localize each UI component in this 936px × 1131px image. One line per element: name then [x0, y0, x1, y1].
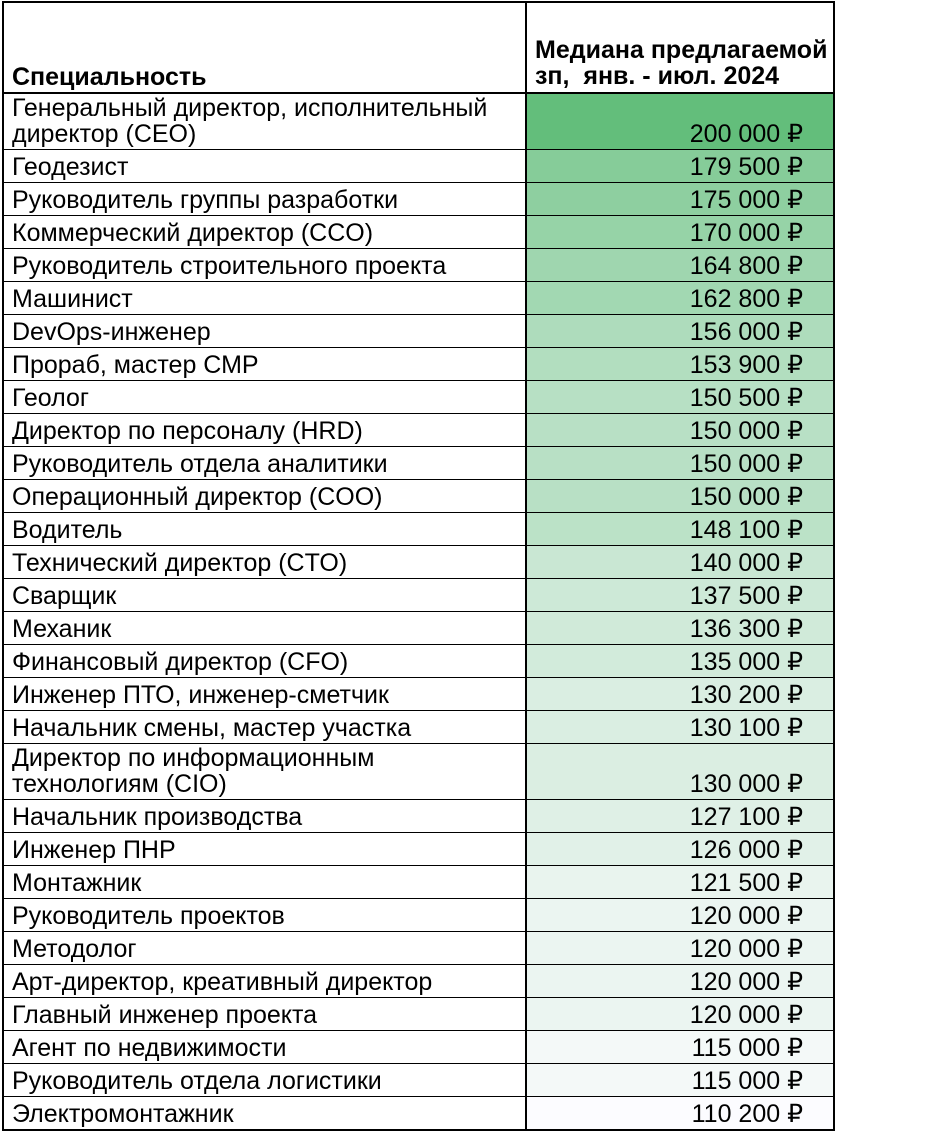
median-salary-cell: 179 500 ₽	[526, 150, 834, 183]
table-row	[3, 447, 834, 480]
median-salary-cell: 170 000 ₽	[526, 216, 834, 249]
specialty-cell: Инженер ПТО, инженер-сметчик	[3, 678, 526, 711]
table-body	[3, 93, 834, 1130]
median-salary-cell: 156 000 ₽	[526, 315, 834, 348]
median-salary-cell: 137 500 ₽	[526, 579, 834, 612]
table-row	[3, 899, 834, 932]
specialty-cell: Геолог	[3, 381, 526, 414]
median-salary-cell: 150 000 ₽	[526, 480, 834, 513]
specialty-cell: Директор по информационным технологиям (CIO)	[3, 744, 526, 800]
table-row	[3, 1064, 834, 1097]
table-row	[3, 513, 834, 546]
specialty-cell: Сварщик	[3, 579, 526, 612]
table-row	[3, 932, 834, 965]
table-row	[3, 348, 834, 381]
table-row	[3, 150, 834, 183]
specialty-cell: Операционный директор (COO)	[3, 480, 526, 513]
median-salary-cell: 120 000 ₽	[526, 932, 834, 965]
median-salary-cell: 120 000 ₽	[526, 965, 834, 998]
median-salary-cell: 140 000 ₽	[526, 546, 834, 579]
table-row	[3, 546, 834, 579]
median-salary-cell: 130 200 ₽	[526, 678, 834, 711]
median-salary-cell: 150 000 ₽	[526, 414, 834, 447]
table-row	[3, 1031, 834, 1064]
median-salary-cell: 120 000 ₽	[526, 998, 834, 1031]
table-row	[3, 645, 834, 678]
specialty-cell: Коммерческий директор (CCO)	[3, 216, 526, 249]
specialty-cell: Методолог	[3, 932, 526, 965]
specialty-cell: Геодезист	[3, 150, 526, 183]
median-salary-cell: 130 000 ₽	[526, 744, 834, 800]
specialty-cell: Руководитель проектов	[3, 899, 526, 932]
median-salary-cell: 153 900 ₽	[526, 348, 834, 381]
table-header	[3, 2, 834, 93]
specialty-cell: Технический директор (CTO)	[3, 546, 526, 579]
median-salary-cell: 150 000 ₽	[526, 447, 834, 480]
table-row	[3, 866, 834, 899]
median-salary-cell: 200 000 ₽	[526, 93, 834, 150]
specialty-cell: Руководитель отдела логистики	[3, 1064, 526, 1097]
median-salary-cell: 115 000 ₽	[526, 1064, 834, 1097]
specialty-column-header: Специальность	[3, 2, 526, 93]
table-row	[3, 612, 834, 645]
table-row	[3, 965, 834, 998]
table-row	[3, 249, 834, 282]
median-salary-header-line2: зп, янв. - июл. 2024	[535, 62, 780, 90]
median-salary-cell: 115 000 ₽	[526, 1031, 834, 1064]
specialty-cell: Начальник смены, мастер участка	[3, 711, 526, 744]
specialty-cell: Машинист	[3, 282, 526, 315]
table-row	[3, 315, 834, 348]
median-salary-cell: 162 800 ₽	[526, 282, 834, 315]
table-row	[3, 744, 834, 800]
median-salary-cell: 135 000 ₽	[526, 645, 834, 678]
table-row	[3, 216, 834, 249]
table-row	[3, 678, 834, 711]
specialty-cell: Арт-директор, креативный директор	[3, 965, 526, 998]
header-row	[3, 2, 834, 93]
median-salary-cell: 121 500 ₽	[526, 866, 834, 899]
median-salary-cell: 150 500 ₽	[526, 381, 834, 414]
median-salary-header-line1: Медиана предлагаемой	[535, 36, 828, 64]
specialty-cell: Директор по персоналу (HRD)	[3, 414, 526, 447]
table-row	[3, 480, 834, 513]
specialty-cell: Начальник производства	[3, 800, 526, 833]
specialty-cell: DevOps-инженер	[3, 315, 526, 348]
median-salary-cell: 130 100 ₽	[526, 711, 834, 744]
table-row	[3, 998, 834, 1031]
table-row	[3, 579, 834, 612]
specialty-cell: Электромонтажник	[3, 1097, 526, 1131]
specialty-cell: Финансовый директор (CFO)	[3, 645, 526, 678]
specialty-cell: Главный инженер проекта	[3, 998, 526, 1031]
specialty-cell: Прораб, мастер СМР	[3, 348, 526, 381]
median-salary-cell: 175 000 ₽	[526, 183, 834, 216]
table-row	[3, 711, 834, 744]
median-salary-column-header	[526, 2, 834, 93]
median-salary-cell: 110 200 ₽	[526, 1097, 834, 1131]
table-row	[3, 381, 834, 414]
table-row	[3, 414, 834, 447]
median-salary-cell: 136 300 ₽	[526, 612, 834, 645]
specialty-cell: Механик	[3, 612, 526, 645]
median-salary-cell: 164 800 ₽	[526, 249, 834, 282]
specialty-cell: Агент по недвижимости	[3, 1031, 526, 1064]
specialty-cell: Руководитель строительного проекта	[3, 249, 526, 282]
specialty-cell: Инженер ПНР	[3, 833, 526, 866]
table-row	[3, 282, 834, 315]
specialty-cell: Руководитель группы разработки	[3, 183, 526, 216]
median-salary-cell: 148 100 ₽	[526, 513, 834, 546]
table-row	[3, 183, 834, 216]
median-salary-cell: 120 000 ₽	[526, 899, 834, 932]
median-salary-cell: 127 100 ₽	[526, 800, 834, 833]
table-row	[3, 833, 834, 866]
specialty-cell: Монтажник	[3, 866, 526, 899]
median-salary-cell: 126 000 ₽	[526, 833, 834, 866]
specialty-cell: Водитель	[3, 513, 526, 546]
specialty-cell: Генеральный директор, исполнительный директор (CEO)	[3, 93, 526, 150]
table-row	[3, 800, 834, 833]
table-row	[3, 93, 834, 150]
table-row	[3, 1097, 834, 1131]
specialty-cell: Руководитель отдела аналитики	[3, 447, 526, 480]
salary-table	[2, 1, 835, 1131]
